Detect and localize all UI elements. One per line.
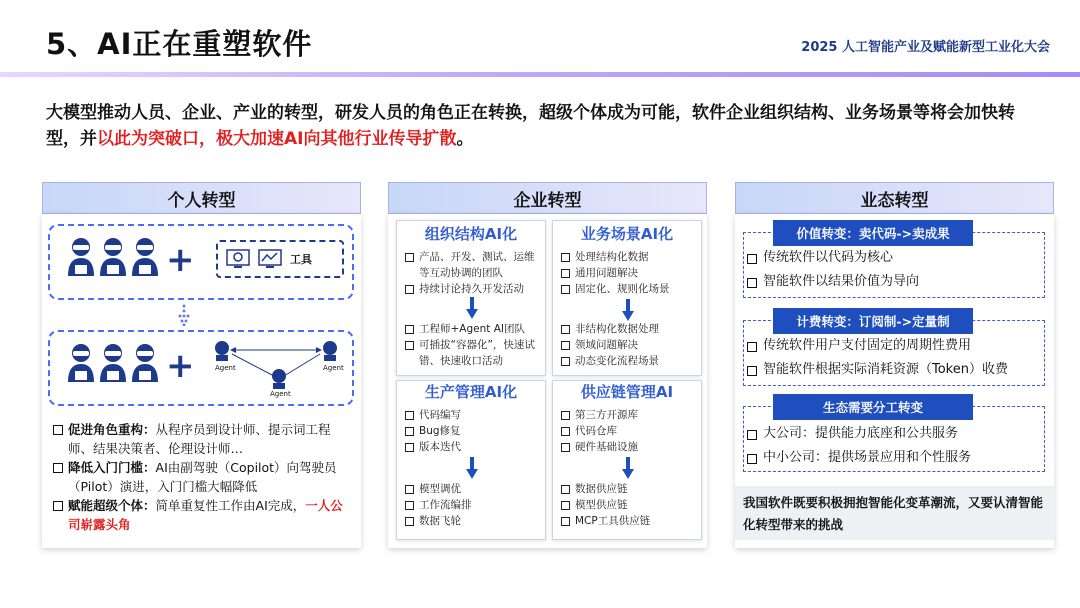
down-arrow-icon <box>466 297 478 319</box>
quad-title: 供应链管理AI <box>580 383 674 401</box>
developer-icon <box>98 342 128 386</box>
developer-group-top <box>66 236 160 280</box>
plus-icon: + <box>166 240 195 280</box>
personal-bullets <box>52 420 354 534</box>
agent-label: Agent <box>215 364 236 372</box>
quad-org-structure <box>396 220 546 376</box>
dotted-down-arrow-icon <box>176 304 192 326</box>
enterprise-panel <box>388 214 707 548</box>
quad-list-before: 代码编写 Bug修复 版本迭代 <box>405 407 541 455</box>
list-item: 传统软件用户支付固定的周期性费用 <box>747 334 1008 358</box>
list-item: 大公司：提供能力底座和公共服务 <box>747 422 971 446</box>
list-item: 智能软件根据实际消耗资源（Token）收费 <box>747 358 1008 382</box>
down-arrow-icon <box>466 457 478 479</box>
quad-list-before: 第三方开源库 代码仓库 硬件基础设施 <box>561 407 697 455</box>
intro-text: 大模型推动人员、企业、产业的转型，研发人员的角色正在转换，超级个体成为可能，软件企业组织结构、业务场景等将会加快转型，并 <box>46 103 1015 149</box>
quad-list-after: 模型调优 工作流编排 数据飞轮 <box>405 481 541 529</box>
tools-box <box>216 240 344 278</box>
agent-label: Agent <box>323 364 344 372</box>
developer-group-bottom <box>66 342 160 386</box>
intro-paragraph <box>46 100 1046 152</box>
plus-icon: + <box>166 346 195 386</box>
developer-icon <box>130 342 160 386</box>
list-item: 中小公司：提供场景应用和个性服务 <box>747 446 971 470</box>
quad-list-after: 工程师+Agent AI团队 可插拔“容器化”，快速试错、快速收口活动 <box>405 321 541 369</box>
quad-title: 生产管理AI化 <box>424 383 518 401</box>
title-divider <box>0 72 1080 77</box>
enterprise-heading: 企业转型 <box>388 182 707 214</box>
billing-shift-pill: 计费转变：订阅制->定量制 <box>773 308 973 334</box>
list-item: 赋能超级个体：简单重复性工作由AI完成，一人公司崭露头角 <box>52 496 354 534</box>
down-arrow-icon <box>622 457 634 479</box>
list-item: 促进角色重构：从程序员到设计师、提示词工程师、结果决策者、伦理设计师… <box>52 420 354 458</box>
conference-name: 2025 人工智能产业及赋能新型工业化大会 <box>801 40 1050 55</box>
quad-supply-chain <box>552 380 702 540</box>
agent-label: Agent <box>270 390 291 398</box>
developer-icon <box>66 342 96 386</box>
developer-icon <box>66 236 96 280</box>
industry-panel <box>735 214 1054 548</box>
gear-monitor-icon <box>226 248 250 270</box>
list-item: 智能软件以结果价值为导向 <box>747 270 919 294</box>
list-item: 降低入门门槛：AI由副驾驶（Copilot）向驾驶员（Pilot）演进，入门门槛大幅降低 <box>52 458 354 496</box>
intro-highlight: 以此为突破口，极大加速AI向其他行业传导扩散 <box>97 129 457 149</box>
value-shift-list <box>747 246 919 294</box>
quad-list-before: 处理结构化数据 通用问题解决 固定化、规则化场景 <box>561 249 697 297</box>
quad-list-after: 非结构化数据处理 领域问题解决 动态变化流程场景 <box>561 321 697 369</box>
quad-title: 业务场景AI化 <box>580 225 674 243</box>
quad-title: 组织结构AI化 <box>424 225 518 243</box>
personal-heading: 个人转型 <box>42 182 361 214</box>
quad-list-before: 产品、开发、测试、运维等互动协调的团队 持续讨论持久开发活动 <box>405 249 541 297</box>
quad-business-scenario <box>552 220 702 376</box>
ecosystem-shift-list <box>747 422 971 470</box>
analytics-monitor-icon <box>258 248 282 270</box>
developer-icon <box>130 236 160 280</box>
value-shift-pill: 价值转变：卖代码->卖成果 <box>773 220 973 246</box>
quad-list-after: 数据供应链 模型供应链 MCP工具供应链 <box>561 481 697 529</box>
summary-text: 我国软件既要积极拥抱智能化变革潮流，又要认清智能化转型带来的挑战 <box>735 486 1054 540</box>
list-item: 传统软件以代码为核心 <box>747 246 919 270</box>
developer-icon <box>98 236 128 280</box>
quad-production-management <box>396 380 546 540</box>
tools-label: 工具 <box>290 253 312 266</box>
billing-shift-list <box>747 334 1008 382</box>
down-arrow-icon <box>622 299 634 321</box>
slide-title: 5、AI正在重塑软件 <box>46 27 313 61</box>
ecosystem-shift-pill: 生态需要分工转变 <box>773 394 973 420</box>
industry-heading: 业态转型 <box>735 182 1054 214</box>
intro-end: 。 <box>456 129 474 149</box>
personal-panel <box>42 214 361 548</box>
